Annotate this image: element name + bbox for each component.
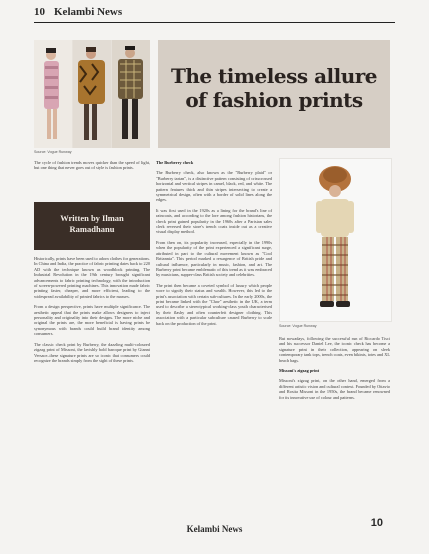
col3-paragraph: But nowadays, following the successful run of Riccardo Tisci and his successor Daniel Lee, the iconic check has become a signature print in their collection, appearing on sleek contemporary tank tops, trench coats, even bikinis, totes and XL beach bags. bbox=[279, 336, 390, 363]
footer-page-number: 10 bbox=[370, 517, 383, 529]
col2-heading: The Burberry check bbox=[156, 160, 194, 165]
col2-paragraph: From then on, its popularity increased, especially in the 1990s when the popularity of the print experienced a significant surge, attributed in part to the cultural movement known as "Cool Britannia". This period marked a resurgence of British pride and cultural influence, particularly in music, fashion, and art. The Burberry print became emblematic of this trend as it was embraced by musicians, supper-class British society and celebrities. bbox=[156, 239, 272, 278]
headline-box bbox=[158, 40, 390, 148]
page-title: The timeless allure of fashion prints bbox=[170, 64, 378, 112]
col2-paragraph: The print then became a coveted symbol of luxury which people wore to signify their status and wealth. However, this led to the print's association with certain sub-cultures. In the early 2000s, the print became linked with the "Chav" aesthetic in the UK, a term used to describe a stereotypical working-class youth characterised by their flashy and often counterfeit designer clothing. This association with a particular subculture caused Burberry to scale back on the production of the print. bbox=[156, 282, 272, 326]
col1-paragraph: From a design perspective, prints have multiple significance. The aesthetic appeal that the prints make allows designers to inject personality and originality into their designs. The more niche and original the prints are, the more beneficial is having prints be synonymous with brands could build brand identity among consumers. bbox=[34, 304, 150, 337]
model-photo-illustration bbox=[280, 159, 391, 321]
intro-paragraph: The cycle of fashion trends moves quicker than the speed of light, but one thing that never goes out of style is fashion prints. bbox=[34, 160, 150, 171]
column-2 bbox=[156, 160, 272, 331]
intro-text bbox=[34, 160, 150, 176]
hero-image-illustration bbox=[34, 40, 150, 148]
column-3 bbox=[279, 336, 390, 405]
col2-paragraph: It was first used in the 1920s as a lining for the brand's line of raincoats, and according to the lore among fashion historians, the check print gained popularity in the 1960s after a Parisian sales clerk reversed their store's trench coats inside out as a creative visual display method. bbox=[156, 207, 272, 235]
header-page-number: 10 bbox=[34, 6, 45, 18]
col2-paragraph: The Burberry check, also known as the "Burberry plaid" or "Burberry tartan", is a distinctive pattern consisting of crisscrossed horizontal and vertical stripes in camel, black, red, and white. The pattern features thick and thin stripes intersecting to create a symmetrical design, often with a border of solid lines along the edges. bbox=[156, 170, 272, 203]
author-box bbox=[34, 202, 150, 250]
col1-paragraph: Historically, prints have been used to adorn clothes for generations. In China and India, the practice of fabric printing dates back to 220 AD with the technique known as woodblock printing. The Industrial Revolution in the 19th century brought significant advancements to fabric printing technology, with the introduction of screen-powered printing machines. This innovation made fabric printing faster, cheaper, and more efficient, leading to the widespread availability of printed fabrics to the masses. bbox=[34, 256, 150, 299]
header-rule bbox=[34, 22, 395, 23]
col3-paragraph: Missoni's zigzag print, on the other hand, emerged from a different artistic vision and cultural context. Founded by Ottavio and Rosita Missoni in the 1950s, the brand became renowned for its innovative use of colour and patterns. bbox=[279, 378, 390, 400]
col3-heading: Missoni's zigzag print bbox=[279, 368, 320, 374]
model-photo bbox=[279, 158, 392, 322]
model-photo-caption: Source: Vogue Runway bbox=[279, 324, 317, 328]
hero-image-caption: Source: Vogue Runway bbox=[34, 150, 72, 154]
col1-paragraph: The classic check print by Burberry, the dazzling multi-coloured zigzag print of Missoni, the lavishly bold baroque print by Gianni Versace–these signature prints are so iconic that consumers could recognize the brands simply from the sight of these prints. bbox=[34, 341, 150, 363]
author-byline: Written by Ilman Ramadhanu bbox=[60, 213, 124, 234]
page-header bbox=[0, 0, 429, 24]
column-1 bbox=[34, 256, 150, 368]
hero-image bbox=[34, 40, 150, 148]
header-publication: Kelambi News bbox=[54, 6, 123, 18]
footer-publication: Kelambi News bbox=[186, 524, 243, 534]
